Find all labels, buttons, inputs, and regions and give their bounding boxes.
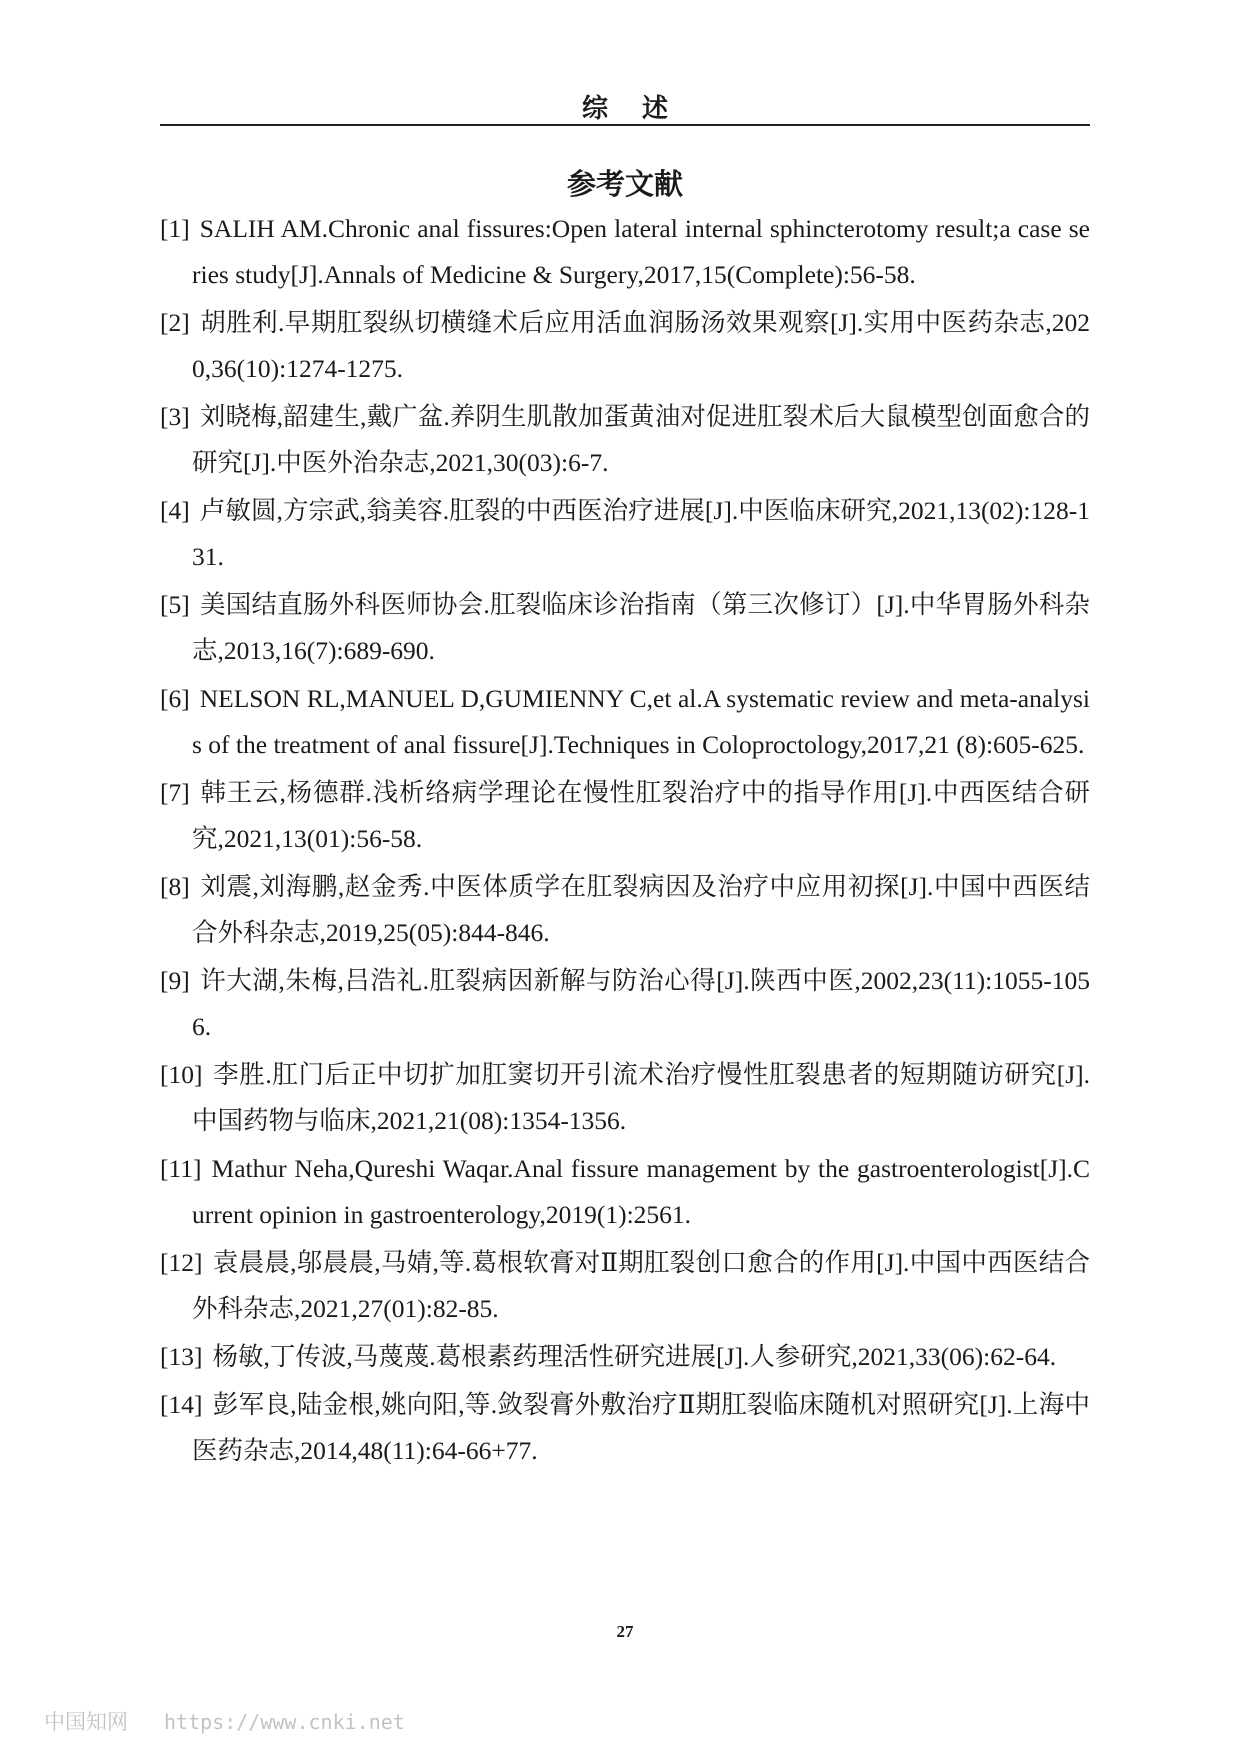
running-title: 综述 — [581, 94, 702, 124]
reference-item — [160, 582, 1090, 674]
reference-text: NELSON RL,MANUEL D,GUMIENNY C,et al.A systematic review and meta-analysis of the treatment of anal fissure[J].Techniques in Coloproctology,2017,21 (8):605-625. — [192, 684, 1090, 759]
reference-number: [1] — [160, 214, 190, 243]
reference-text: 彭军良,陆金根,姚向阳,等.敛裂膏外敷治疗Ⅱ期肛裂临床随机对照研究[J].上海中医药杂志,2014,48(11):64-66+77. — [192, 1390, 1090, 1465]
section-title: 参考文献 — [566, 167, 683, 201]
reference-number: [7] — [160, 778, 190, 807]
reference-text: SALIH AM.Chronic anal fissures:Open lateral internal sphincterotomy result;a case series study[J].Annals of Medicine & Surgery,2017,15(Complete):56-58. — [192, 214, 1090, 289]
cnki-watermark — [44, 1706, 405, 1736]
reference-item — [160, 958, 1090, 1050]
reference-number: [8] — [160, 872, 190, 901]
reference-item — [160, 1334, 1090, 1380]
reference-text: 刘晓梅,韶建生,戴广盆.养阴生肌散加蛋黄油对促进肛裂术后大鼠模型创面愈合的研究[J].中医外治杂志,2021,30(03):6-7. — [192, 402, 1090, 477]
reference-text: 韩王云,杨德群.浅析络病学理论在慢性肛裂治疗中的指导作用[J].中西医结合研究,2021,13(01):56-58. — [192, 778, 1090, 853]
page-number: 27 — [616, 1622, 634, 1641]
reference-number: [14] — [160, 1390, 203, 1419]
reference-item — [160, 676, 1090, 768]
header-rule — [160, 124, 1090, 126]
reference-text: 胡胜利.早期肛裂纵切横缝术后应用活血润肠汤效果观察[J].实用中医药杂志,2020,36(10):1274-1275. — [192, 308, 1090, 383]
watermark-brand: 中国知网 — [44, 1710, 128, 1734]
reference-item — [160, 1382, 1090, 1474]
reference-number: [11] — [160, 1154, 202, 1183]
reference-number: [13] — [160, 1342, 203, 1371]
reference-item — [160, 488, 1090, 580]
reference-item — [160, 770, 1090, 862]
reference-item — [160, 1240, 1090, 1332]
reference-number: [10] — [160, 1060, 203, 1089]
reference-text: 杨敏,丁传波,马蔑蔑.葛根素药理活性研究进展[J].人参研究,2021,33(06):62-64. — [212, 1342, 1057, 1371]
reference-text: 许大湖,朱梅,吕浩礼.肛裂病因新解与防治心得[J].陕西中医,2002,23(11):1055-1056. — [192, 966, 1090, 1041]
reference-number: [5] — [160, 590, 190, 619]
reference-item — [160, 1146, 1090, 1238]
reference-text: 刘震,刘海鹏,赵金秀.中医体质学在肛裂病因及治疗中应用初探[J].中国中西医结合外科杂志,2019,25(05):844-846. — [192, 872, 1090, 947]
reference-number: [4] — [160, 496, 190, 525]
reference-text: Mathur Neha,Qureshi Waqar.Anal fissure management by the gastroenterologist[J].Current opinion in gastroenterology,2019(1):2561. — [192, 1154, 1090, 1229]
reference-number: [3] — [160, 402, 190, 431]
reference-text: 卢敏圆,方宗武,翁美容.肛裂的中西医治疗进展[J].中医临床研究,2021,13(02):128-131. — [192, 496, 1090, 571]
reference-item — [160, 394, 1090, 486]
reference-item — [160, 864, 1090, 956]
reference-item — [160, 300, 1090, 392]
reference-list — [160, 206, 1090, 1476]
reference-text: 李胜.肛门后正中切扩加肛窦切开引流术治疗慢性肛裂患者的短期随访研究[J].中国药物与临床,2021,21(08):1354-1356. — [192, 1060, 1090, 1135]
reference-text: 美国结直肠外科医师协会.肛裂临床诊治指南（第三次修订）[J].中华胃肠外科杂志,2013,16(7):689-690. — [192, 590, 1090, 665]
reference-number: [9] — [160, 966, 190, 995]
watermark-url: https://www.cnki.net — [164, 1710, 405, 1734]
reference-item — [160, 206, 1090, 298]
reference-text: 袁晨晨,邬晨晨,马婧,等.葛根软膏对Ⅱ期肛裂创口愈合的作用[J].中国中西医结合外科杂志,2021,27(01):82-85. — [192, 1248, 1090, 1323]
reference-number: [2] — [160, 308, 190, 337]
reference-number: [12] — [160, 1248, 203, 1277]
reference-number: [6] — [160, 684, 190, 713]
reference-item — [160, 1052, 1090, 1144]
